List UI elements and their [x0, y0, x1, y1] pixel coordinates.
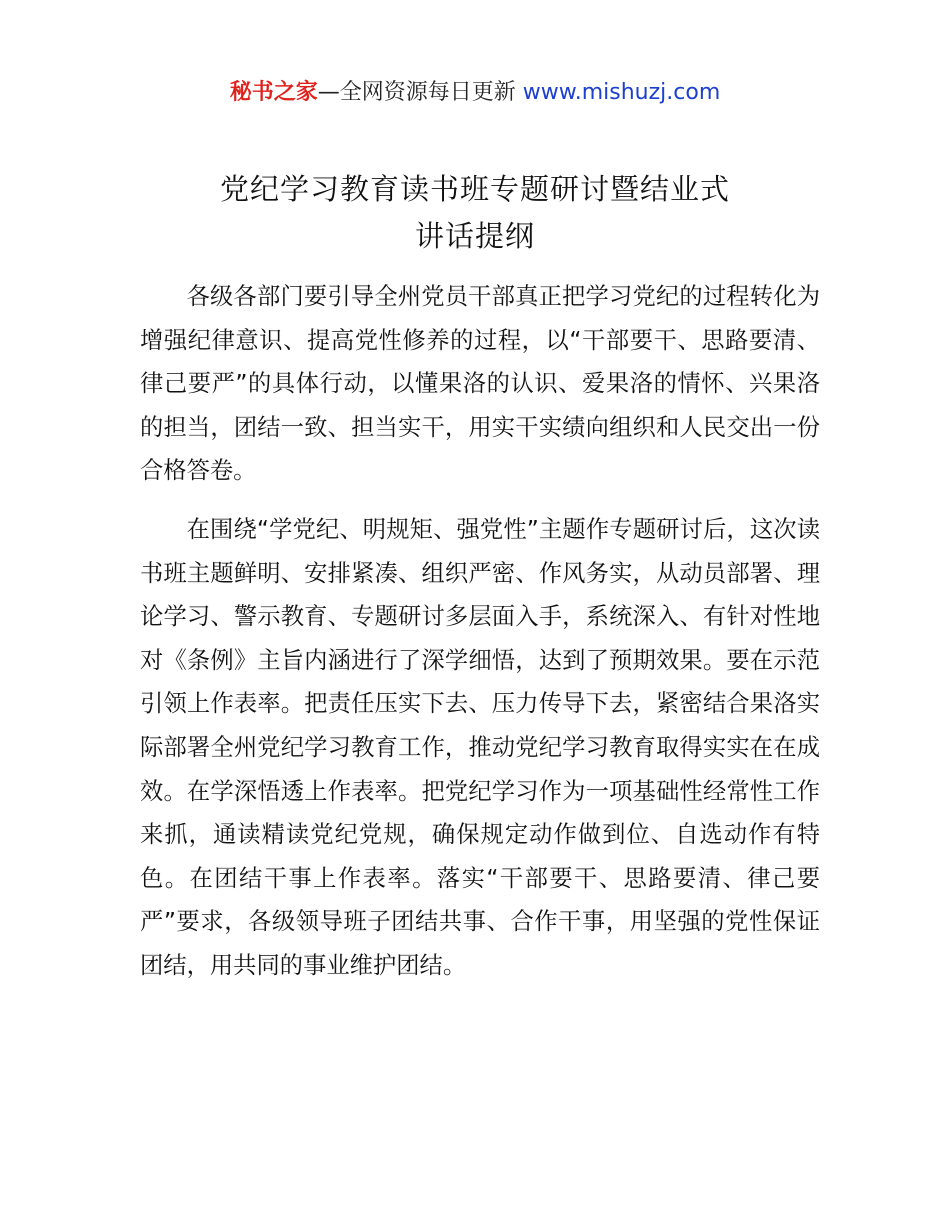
header-slogan: —全网资源每日更新 — [317, 80, 516, 105]
document-title — [0, 166, 950, 260]
document-body — [140, 275, 820, 988]
title-line-1: 党纪学习教育读书班专题研讨暨结业式 — [219, 172, 730, 206]
site-url-link[interactable]: www.mishuzj.com — [522, 80, 721, 105]
paragraph: 在围绕“学党纪、明规矩、强党性”主题作专题研讨后，这次读书班主题鲜明、安排紧凑、组织严密、作风务实，从动员部署、理论学习、警示教育、专题研讨多层面入手，系统深入、有针对性地对《条例》主旨内涵进行了深学细悟，达到了预期效果。要在示范引领上作表率。把责任压实下去、压力传导下去，紧密结合果洛实际部署全州党纪学习教育工作，推动党纪学习教育取得实实在在成效。在学深悟透上作表率。把党纪学习作为一项基础性经常性工作来抓，通读精读党纪党规，确保规定动作做到位、自选动作有特色。在团结干事上作表率。落实“干部要干、思路要清、律己要严”要求，各级领导班子团结共事、合作干事，用坚强的党性保证团结，用共同的事业维护团结。 — [140, 515, 820, 979]
paragraph: 各级各部门要引导全州党员干部真正把学习党纪的过程转化为增强纪律意识、提高党性修养的过程，以“干部要干、思路要清、律己要严”的具体行动，以懂果洛的认识、爱果洛的情怀、兴果洛的担当，团结一致、担当实干，用实干实绩向组织和人民交出一份合格答卷。 — [140, 283, 820, 485]
brand-name: 秘书之家 — [229, 80, 318, 105]
title-line-2: 讲话提纲 — [414, 219, 535, 253]
site-header — [0, 76, 950, 110]
